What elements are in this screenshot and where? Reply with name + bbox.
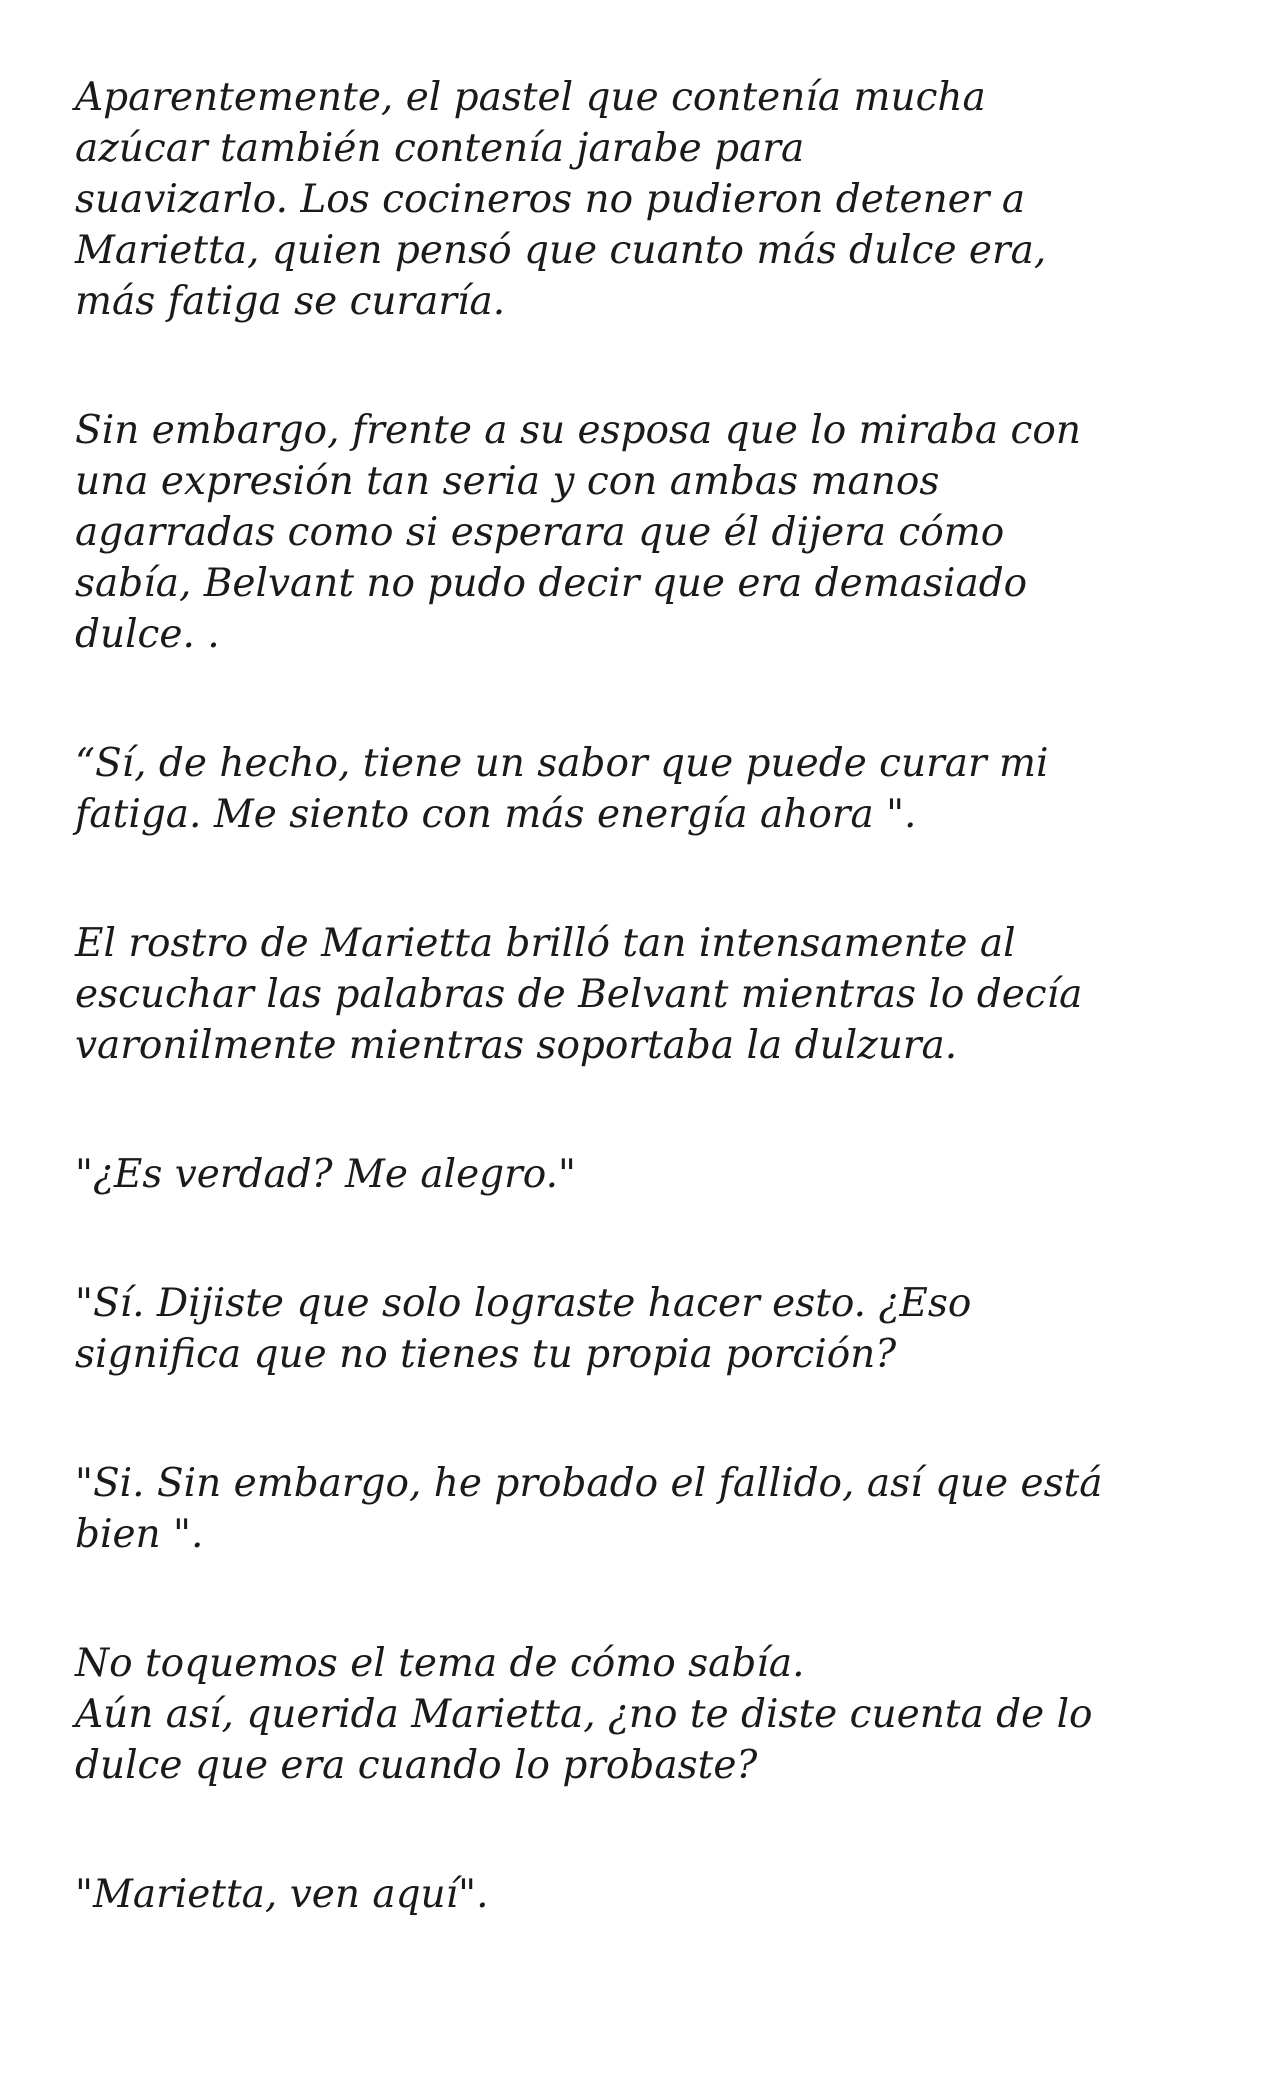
paragraph [75,405,1205,660]
document-page [75,72,1205,1998]
paragraph [75,1278,1205,1380]
text-line: una expresión tan seria y con ambas manos [75,459,940,504]
text-line: varonilmente mientras soportaba la dulzura. [75,1023,958,1068]
text-line: azúcar también contenía jarabe para [75,126,805,171]
text-line: más fatiga se curaría. [75,279,506,324]
paragraph [75,72,1205,327]
text-line: escuchar las palabras de Belvant mientras lo decía [75,972,1083,1017]
text-line: "Si. Sin embargo, he probado el fallido, así que está [75,1461,1103,1506]
paragraph [75,1149,1205,1200]
paragraph [75,918,1205,1071]
text-line: “Sí, de hecho, tiene un sabor que puede curar mi [75,741,1049,786]
text-line: "Marietta, ven aquí". [75,1872,489,1917]
text-line: Aún así, querida Marietta, ¿no te diste cuenta de lo [75,1692,1093,1737]
text-line: bien ". [75,1512,204,1557]
text-line: El rostro de Marietta brilló tan intensamente al [75,921,1016,966]
paragraph [75,738,1205,840]
paragraph [75,1458,1205,1560]
paragraph [75,1638,1205,1791]
text-line: No toquemos el tema de cómo sabía. [75,1641,805,1686]
text-line: dulce que era cuando lo probaste? [75,1743,758,1788]
text-line: suavizarlo. Los cocineros no pudieron detener a [75,177,1026,222]
text-line: Sin embargo, frente a su esposa que lo miraba con [75,408,1081,453]
text-line: Aparentemente, el pastel que contenía mucha [75,75,986,120]
text-line: Marietta, quien pensó que cuanto más dulce era, [75,228,1047,273]
text-line: dulce. . [75,612,220,657]
text-line: "Sí. Dijiste que solo lograste hacer esto. ¿Eso [75,1281,972,1326]
text-line: sabía, Belvant no pudo decir que era demasiado [75,561,1028,606]
text-line: agarradas como si esperara que él dijera cómo [75,510,1005,555]
paragraph [75,1869,1205,1920]
text-line: fatiga. Me siento con más energía ahora ". [75,792,917,837]
text-line: "¿Es verdad? Me alegro." [75,1152,576,1197]
text-line: significa que no tienes tu propia porción? [75,1332,897,1377]
